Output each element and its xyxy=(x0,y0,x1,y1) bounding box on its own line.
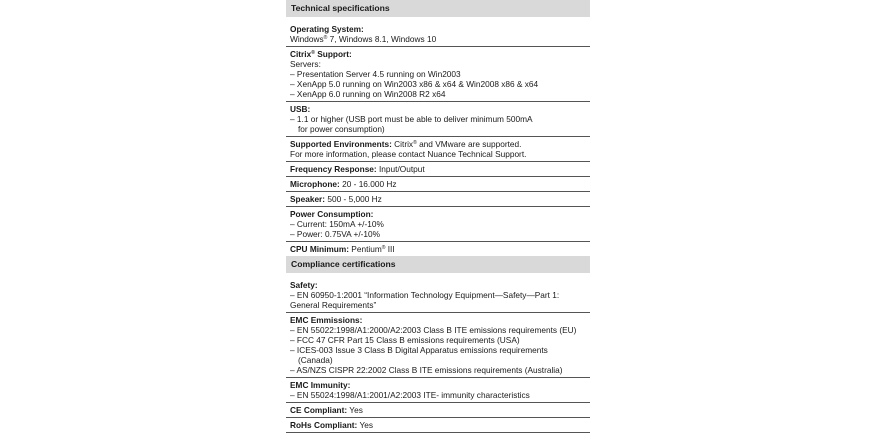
emc-immunity-entry xyxy=(286,378,590,403)
usb-value-continued: for power consumption) xyxy=(298,124,385,134)
emc-emissions-item: – AS/NZS CISPR 22:2002 Class B ITE emissions requirements (Australia) xyxy=(290,365,563,375)
emc-emissions-item: – FCC 47 CFR Part 15 Class B emissions requirements (USA) xyxy=(290,335,520,345)
operating-system-entry xyxy=(286,22,590,47)
compliance-certifications-heading: Compliance certifications xyxy=(286,256,590,273)
supported-environments-entry xyxy=(286,137,590,162)
emc-emissions-item: – EN 55022:1998/A1:2000/A2:2003 Class B ITE emissions requirements (EU) xyxy=(290,325,577,335)
ce-compliant-label: CE Compliant: xyxy=(290,405,348,415)
usb-entry xyxy=(286,102,590,137)
rohs-compliant-label: RoHs Compliant: xyxy=(290,420,358,430)
emc-emissions-item-continued: (Canada) xyxy=(298,355,333,365)
citrix-support-entry xyxy=(286,47,590,102)
emc-emissions-item: – ICES-003 Issue 3 Class B Digital Apparatus emissions requirements xyxy=(290,345,548,355)
power-consumption-item: – Current: 150mA +/-10% xyxy=(290,219,384,229)
power-consumption-label: Power Consumption: xyxy=(290,209,374,219)
citrix-server-item: – XenApp 6.0 running on Win2008 R2 x64 xyxy=(290,89,446,99)
frequency-response-label: Frequency Response: xyxy=(290,164,377,174)
safety-value: – EN 60950-1:2001 “Information Technology Equipment—Safety—Part 1: xyxy=(290,290,560,300)
microphone-label: Microphone: xyxy=(290,179,340,189)
safety-label: Safety: xyxy=(290,280,318,290)
cpu-minimum-label: CPU Minimum: xyxy=(290,244,349,254)
safety-entry xyxy=(286,278,590,313)
emc-emissions-label: EMC Emmissions: xyxy=(290,315,363,325)
citrix-server-item: – XenApp 5.0 running on Win2003 x86 & x64 & Win2008 x86 & x64 xyxy=(290,79,539,89)
citrix-server-item: – Presentation Server 4.5 running on Win2003 xyxy=(290,69,461,79)
cpu-minimum-entry: CPU Minimum: Pentium® III xyxy=(290,244,395,254)
servers-label: Servers: xyxy=(290,59,321,69)
speaker-value: 500 - 5,000 Hz xyxy=(325,194,382,204)
frequency-response-entry xyxy=(286,162,590,177)
power-consumption-entry xyxy=(286,207,590,242)
microphone-entry xyxy=(286,177,590,192)
rohs-compliant-value: Yes xyxy=(357,420,373,430)
emc-immunity-label: EMC Immunity: xyxy=(290,380,351,390)
speaker-entry xyxy=(286,192,590,207)
safety-value-continued: General Requirements” xyxy=(290,300,377,310)
citrix-support-label: Citrix® Support: xyxy=(290,49,352,59)
operating-system-label: Operating System: xyxy=(290,24,364,34)
power-consumption-item: – Power: 0.75VA +/-10% xyxy=(290,229,381,239)
frequency-response-value: Input/Output xyxy=(376,164,425,174)
emc-immunity-value: – EN 55024:1998/A1:2001/A2:2003 ITE- immunity characteristics xyxy=(290,390,530,400)
ce-compliant-value: Yes xyxy=(347,405,363,415)
rohs-compliant-entry xyxy=(286,418,590,433)
supported-environments-note: For more information, please contact Nuance Technical Support. xyxy=(290,149,527,159)
emc-emissions-entry xyxy=(286,313,590,378)
ce-compliant-entry xyxy=(286,403,590,418)
usb-value: – 1.1 or higher (USB port must be able to deliver minimum 500mA xyxy=(290,114,533,124)
microphone-value: 20 - 16.000 Hz xyxy=(339,179,397,189)
usb-label: USB: xyxy=(290,104,311,114)
spec-sheet xyxy=(286,0,590,433)
speaker-label: Speaker: xyxy=(290,194,326,204)
operating-system-value: Windows® 7, Windows 8.1, Windows 10 xyxy=(290,34,437,44)
supported-environments-line: Supported Environments: Citrix® and VMware are supported. xyxy=(290,139,522,149)
technical-specifications-heading: Technical specifications xyxy=(286,0,590,17)
